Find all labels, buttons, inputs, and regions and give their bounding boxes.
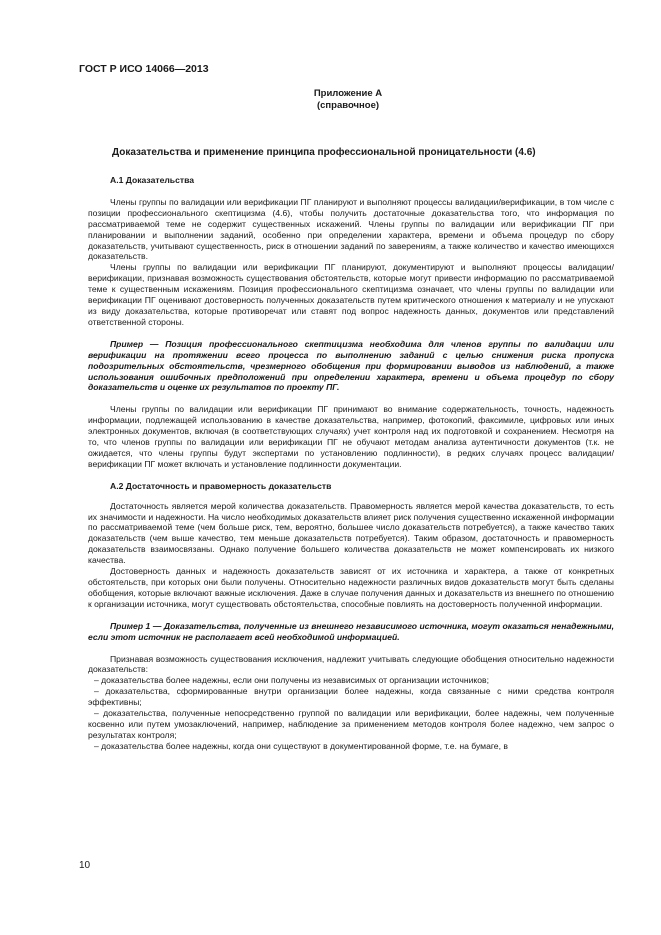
- page-number: 10: [79, 860, 91, 871]
- section-a1-paragraph-3: Члены группы по валидации или верификации ПГ принимают во внимание содержательность, точность, надежность информации, подлежащей использованию в качестве доказательства, например, фотокопий, факсимиле, цифровых или иных электронных документов, включая (в соответствующих случаях) учет контроля над их подготовкой и сохранением. Несмотря на то, что членов группы по валидации или верификации ПГ не обучают методам анализа аутентичности документов (т.к. не ожидается, что члены группы будут экспертами по установлению подлинности), в редких случаях процесс валидации/верификации ПГ может включать и установление подлинности документации.: [88, 404, 614, 469]
- section-a2-heading: А.2 Достаточность и правомерность доказательств: [110, 480, 332, 491]
- annex-label: Приложение А: [313, 88, 383, 99]
- section-a2-paragraph-3: Признавая возможность существования исключения, надлежит учитывать следующие обобщения относительно надежности доказательств:: [88, 653, 614, 675]
- annex-title: Доказательства и применение принципа профессиональной проницательности (4.6): [112, 147, 536, 158]
- list-item: – доказательства, полученные непосредственно группой по валидации или верификации, более надежны, чем полученные косвенно или путем умозаключений, например, наблюдение за применением методов контроля более надежно, чем запрос о результатах контроля;: [88, 708, 614, 740]
- section-a1-paragraph-1: Члены группы по валидации или верификации ПГ планируют и выполняют процессы валидации/верификации, в том числе с позиции профессионального скептицизма (4.6), чтобы получить достаточные доказательства того, что информация по рассматриваемой теме не содержит существенных искажений. Члены группы по валидации или верификации ПГ при планировании и выполнении заданий, особенно при определении характера, времени и объема процедур по сбору доказательств, учитывают существенность, риск в отношении заданий по заверениям, а также количество и качество имеющихся доказательств.: [88, 196, 614, 262]
- list-item: – доказательства более надежны, когда они существуют в документированной форме, т.е. на бумаге, в: [94, 740, 508, 751]
- annex-status: (справочное): [316, 100, 380, 111]
- list-item: – доказательства, сформированные внутри организации более надежны, когда связанные с ними средства контроля эффективны;: [88, 686, 614, 708]
- document-body: [88, 166, 614, 752]
- section-a1-heading: А.1 Доказательства: [110, 175, 195, 185]
- section-a1-paragraph-2: Члены группы по валидации или верификации ПГ планируют, документируют и выполняют процессы валидации/верификации, признавая возможность существования обстоятельств, которые могут привести информацию по рассматриваемой теме к существенным искажениям. Позиция профессионального скептицизма означает, что члены группы по валидации или верификации ПГ оценивают достоверность полученных доказательств путем критического отношения к материалу и не упускают из виду доказательства, которые противоречат или ставят под вопрос надежность данных, документов или представлений ответственной стороны.: [88, 262, 614, 327]
- annex-label-block: [300, 88, 396, 112]
- section-a2-paragraph-2: Достоверность данных и надежность доказательств зависят от их источника и характера, а также от конкретных обстоятельств, при которых они были получены. Относительно надежности различных видов доказательств могут быть сделаны обобщения, которые включают важные исключения. Даже в случае получения данных и доказательств из внешнего по отношению к организации источника, могут существовать обстоятельства, способные повлиять на достоверность полученной информации.: [88, 566, 614, 609]
- standard-code: ГОСТ Р ИСО 14066—2013: [79, 63, 209, 75]
- list-item: – доказательства более надежны, если они получены из независимых от организации источников;: [94, 675, 490, 686]
- section-a1-example: Пример — Позиция профессионального скептицизма необходима для членов группы по валидации или верификации на протяжении всего процесса по выполнению заданий с целью снижения риска пропуска подозрительных обстоятельств, чрезмерного обобщения при формировании выводов из наблюдений, а также использования ошибочных предположений при определении характера, времени и объема процедур по сбору доказательств и оценке их результатов по проекту ПГ.: [88, 338, 614, 393]
- section-a2-paragraph-1: Достаточность является мерой количества доказательств. Правомерность является мерой качества доказательств, то есть их значимости и надежности. На число необходимых доказательств влияет риск получения существенно искаженной информации по рассматриваемой теме (чем больше риск, тем, вероятно, большее число доказательств потребуется), а также качество таких доказательств (чем выше качество, тем меньше доказательств потребуется). Таким образом, достаточность и правомерность доказательств взаимосвязаны. Однако получение большего количества доказательств не может компенсировать их низкого качества.: [88, 500, 614, 566]
- section-a2-example-1: Пример 1 — Доказательства, полученные из внешнего независимого источника, могут оказаться ненадежными, если этот источник не располагает всей необходимой информацией.: [88, 620, 614, 642]
